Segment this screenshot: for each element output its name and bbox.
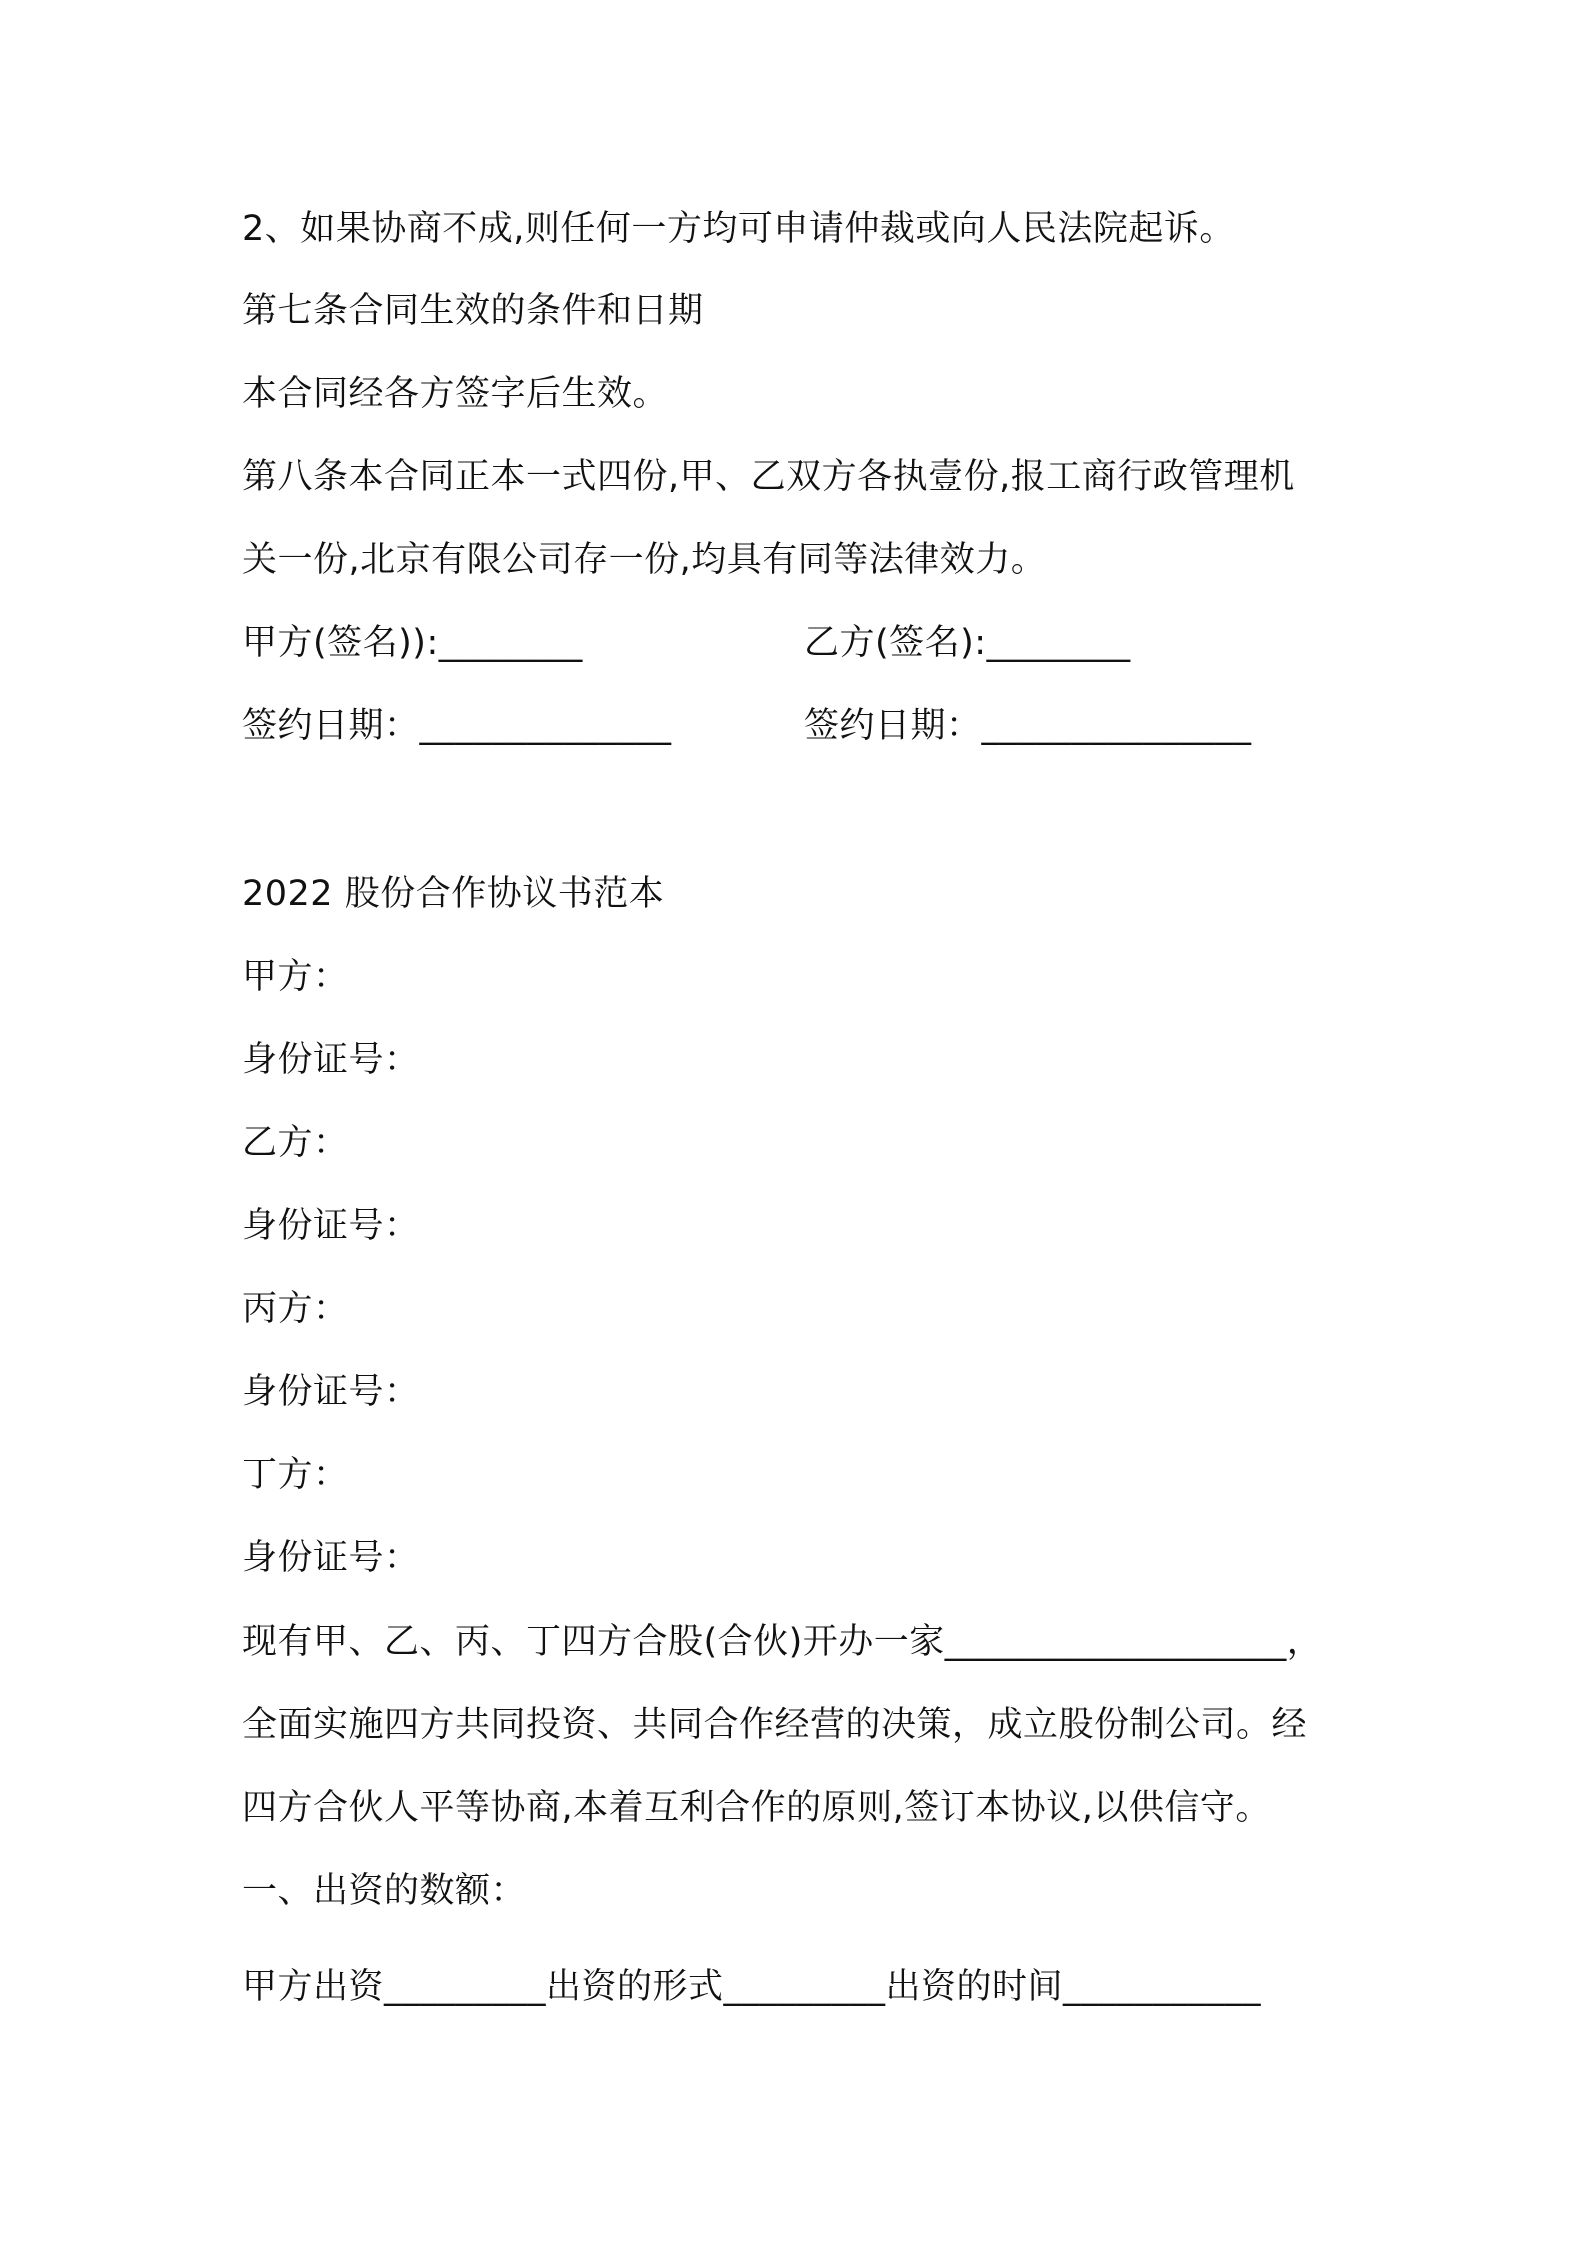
party-b-label: 乙方： [242, 1123, 349, 1163]
party-b-id-label: 身份证号： [242, 1206, 420, 1246]
agreement-title: 2022 股份合作协议书范本 [242, 874, 665, 914]
article-8-line-1: 第八条本合同正本一式四份,甲、乙双方各执壹份,报工商行政管理机 [242, 457, 1295, 497]
party-d-label: 丁方： [242, 1455, 349, 1495]
intro-line-3: 四方合伙人平等协商,本着互利合作的原则,签订本协议,以供信守。 [242, 1788, 1271, 1828]
heading-capital-amount: 一、出资的数额： [242, 1871, 527, 1911]
party-d-id-label: 身份证号： [242, 1538, 420, 1578]
intro-line-1: 现有甲、乙、丙、丁四方合股(合伙)开办一家___________________， [242, 1622, 1323, 1662]
article-7-body: 本合同经各方签字后生效。 [242, 374, 669, 414]
party-a-id-label: 身份证号： [242, 1040, 420, 1080]
capital-contribution-line: 甲方出资_________出资的形式_________出资的时间___________ [242, 1967, 1262, 2007]
party-b-sign-date: 签约日期：_______________ [804, 706, 1252, 746]
article-8-line-2: 关一份,北京有限公司存一份,均具有同等法律效力。 [242, 540, 1047, 580]
party-a-sign-date: 签约日期：______________ [242, 706, 672, 746]
party-a-signature: 甲方(签名)):________ [242, 623, 583, 663]
party-c-id-label: 身份证号： [242, 1372, 420, 1412]
clause-2-text: 2、如果协商不成,则任何一方均可申请仲裁或向人民法院起诉。 [242, 209, 1235, 249]
article-7-title: 第七条合同生效的条件和日期 [242, 291, 704, 331]
intro-line-2: 全面实施四方共同投资、共同合作经营的决策，成立股份制公司。经 [242, 1705, 1308, 1745]
party-b-signature: 乙方(签名):________ [804, 623, 1131, 663]
party-c-label: 丙方： [242, 1289, 349, 1329]
party-a-label: 甲方： [242, 957, 349, 997]
